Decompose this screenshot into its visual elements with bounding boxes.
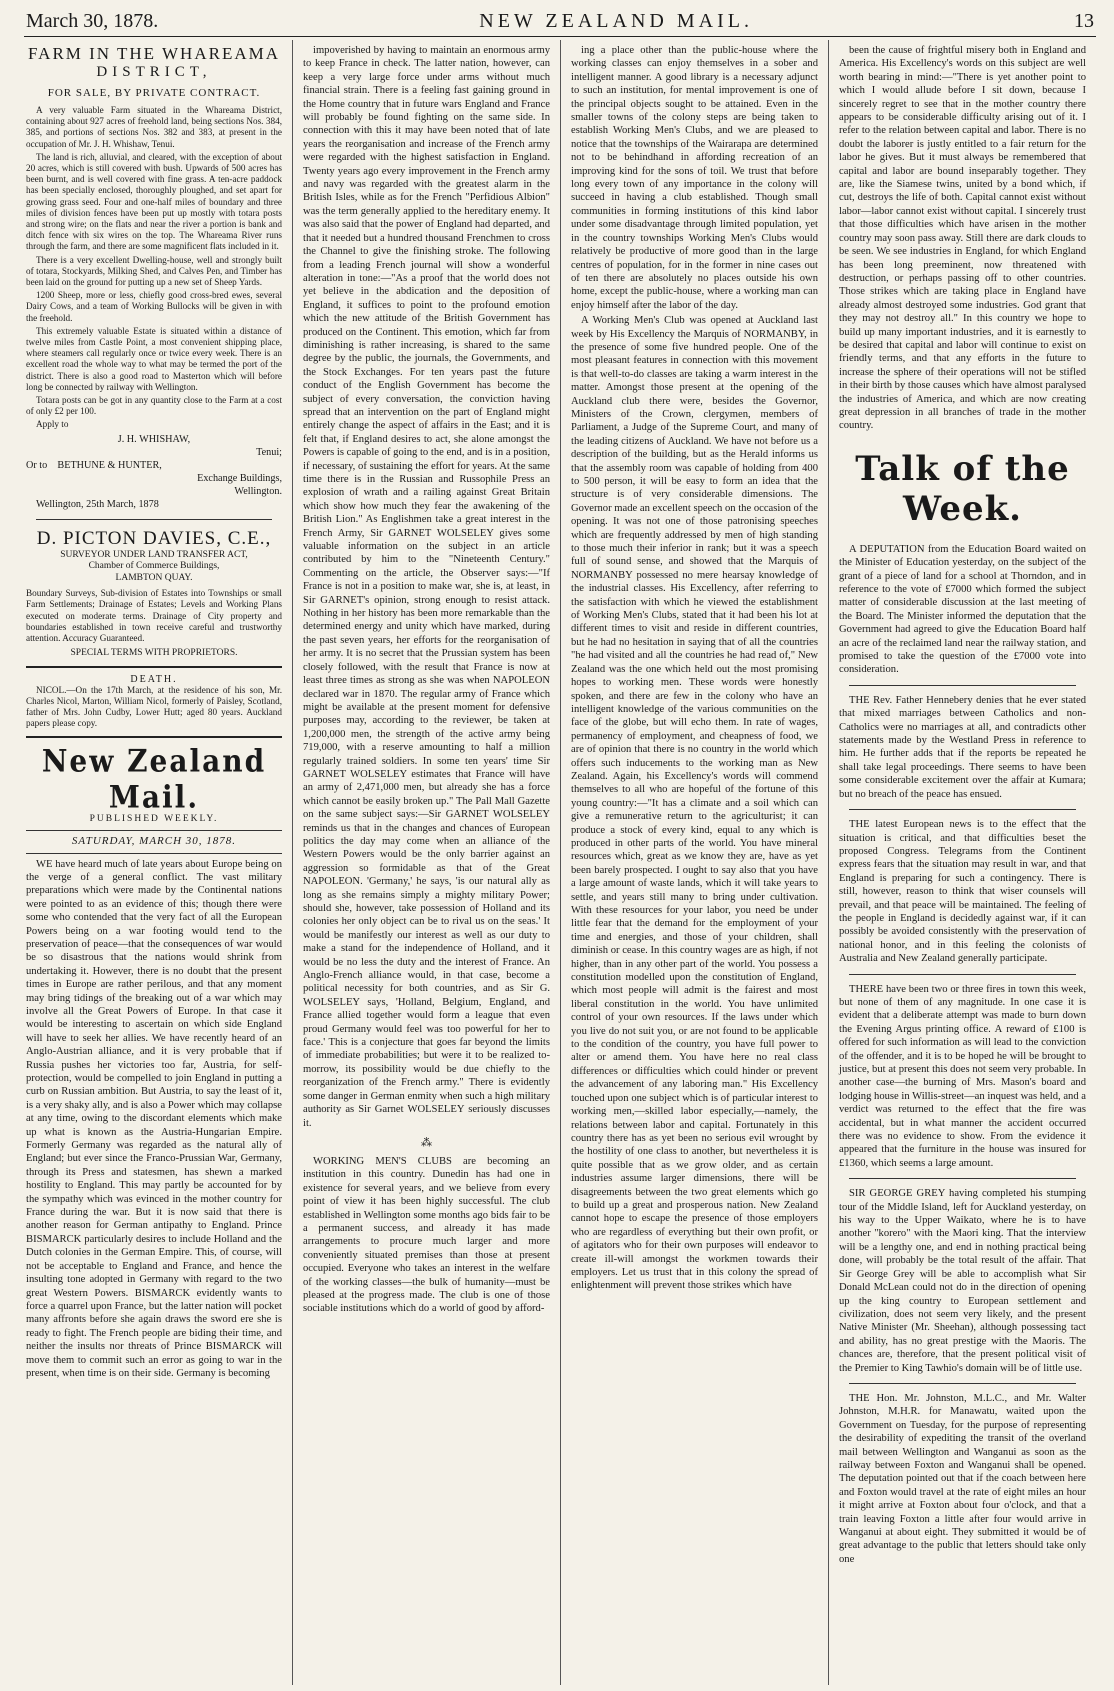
columns xyxy=(24,40,1096,1685)
death-notice xyxy=(26,674,282,730)
header-page-number: 13 xyxy=(1074,10,1094,32)
ad-paragraph: Totara posts can be got in any quantity close to the Farm at a cost of only £2 per 100. xyxy=(26,395,282,417)
talk-paragraph: A DEPUTATION from the Education Board waited on the Minister of Education yesterday, on the subject of the grant of a piece of land for a school at Thorndon, and in reference to the vote of £7000 which formed the subject matter of considerable discussion at the last meeting of the Board. The Minister informed the deputation that the Government had agreed to give the Education Board half an acre of the reclaimed land near the railway station, and promised to take the question of the £7000 vote into consideration. xyxy=(839,543,1086,676)
page-header xyxy=(26,10,1094,36)
sig-name: J. H. WHISHAW, xyxy=(117,433,191,445)
sig-firm: BETHUNE & HUNTER, xyxy=(57,459,162,471)
talk-of-the-week-heading: Talk of the Week. xyxy=(855,448,1070,529)
column-2 xyxy=(292,40,560,1685)
picton-role: SURVEYOR UNDER LAND TRANSFER ACT, xyxy=(60,549,248,560)
divider xyxy=(849,685,1076,686)
divider xyxy=(26,736,282,738)
ad-sale-line: FOR SALE, BY PRIVATE CONTRACT. xyxy=(47,87,261,99)
sig-or: Or to xyxy=(26,459,48,471)
ad-subtitle: DISTRICT, xyxy=(96,64,212,80)
ad-paragraph: 1200 Sheep, more or less, chiefly good cross-bred ewes, several Dairy Cows, and a team of Working Bullocks will be given in with the freehold. xyxy=(26,290,282,323)
column-1 xyxy=(24,40,292,1685)
article-paragraph: ing a place other than the public-house where the working classes can enjoy themselves in a sober and intelligent manner. A good library is a necessary adjunct to such an institution, for mental improvement is one of the principal objects sought to be attained. Even in the smaller towns of the colony steps are being taken to establish Working Men's Clubs, and we are pleased to notice that the townships of the Wairarapa are determined not to be behindhand in affording recreation of an improving kind for the sons of toil. We trust that before long every town of any importance in the colony will succeed in having a club established. Though small communities in forming institutions of this kind labor under some disadvantage through limited population, yet in the country townships Working Men's Clubs would relatively be productive of more good than in the large centres of population, for in the former in nine cases out of ten there are absolutely no places outside his own home, except the public-house, where a working man can enjoy himself after the labor of the day. xyxy=(571,45,818,311)
picton-advertisement xyxy=(26,528,282,660)
farm-advertisement xyxy=(26,44,282,511)
ad-signature xyxy=(26,433,282,511)
issue-date: SATURDAY, MARCH 30, 1878. xyxy=(71,834,237,847)
article-paragraph: been the cause of frightful misery both in England and America. His Excellency's words on this subject are well worth bearing in mind:—"There is yet another point to which I would allude before I sit down, because I sincerely regret to see that in the mother country there appears to be considerable difficulty arising out of it. I refer to the relation between capital and labor. There is no doubt the laborer is justly entitled to a fair return for the labor he gives. But it must always be remembered that capital and labor are bound inseparably together. They are, like the Siamese twins, united by a bond which, if cut, destroys the life of both. Capital cannot exist without labor—labor cannot exist without capital. I sincerely trust that those difficulties which have arisen in the mother country may soon pass away. Still there are dark clouds to be seen. We see industries in England, for which England has been long preeminent, now threatened with destruction, or perhaps passing off to other countries. Those strikes which are taking place in England have already almost destroyed some industries. God grant that they may not destroy all." In this country we hope to build up many important industries, and it is earnestly to be desired that capital and labor will continue to exist on friendly terms, and that any efforts in the future to increase the sphere of their operations will not be stifled in their birth by those causes which have almost paralysed the industries of America, and which are now creating great depression in all branches of trade in the mother country. xyxy=(839,45,1086,432)
article-paragraph: impoverished by having to maintain an enormous army to keep France in check. The latter nation, however, can keep a very large force under arms without much financial strain. There is a feeling fast gaining ground in the Home country that in future wars England and France will probably be found fighting on the same side. In connection with this it may have been noted that of late years the reorganisation and increase of the French army were regarded with the highest satisfaction in England. Twenty years ago every improvement in the French army and navy was regarded with the greatest alarm in the British Isles, while as for the French "Perfidious Albion" was the term generally applied to the hereditary enemy. It was also said that the power of England had departed, and that it needed but a hundred thousand Frenchmen to cross the Channel to give the finishing stroke. The following from a leading French journal will show a wonderful alteration in tone:—"As a proof that the world does not yet believe in the abdication and the deposition of England, it suffices to point to the profound emotion which the new attitude of the British Government has produced on the Continent. This emotion, which far from diminishing is rather increasing, is shared to the same degree by the public, the journals, the Governments, and the Stock Exchanges. For ten years past the future conduct of the English Government has become the subject of every conversation, the conviction having spread that an intervention on the part of England might entirely change the aspect of affairs in the East; and it is felt that, if England desires to act, she alone amongst the Powers is capable of going to the end, and is in a position, if necessary, of sustaining the effort for years. At the same time there is in the Russian and Russophile Press an explosion of wrath and a railing against Great Britain which show how much they fear the awakening of the British Lion." As Englishmen take a great interest in the French Army, Sir GARNET WOLSELEY gives some valuable information on the subject in an article contributed by him to the "Nineteenth Century." Commenting on the article, the Observer says:—"If France is not in a position to make war, she is, at least, in Sir GARNET's opinion, strong enough to resist attack. Nothing in her history has been more remarkable than the determined energy and unity which have marked, during the past seven years, her efforts for the reorganisation of her army. It is no secret that the Prussian system has been closely followed, with the result that France is now at least three times as strong as she was when NAPOLEON declared war in 1870. The regular army of France which might be available at the present moment for defensive purposes may, according to the reviewer, be taken at 1,200,000 men, the strength of the active army being 719,000, with a reserve amounting to half a million regularly trained soldiers. In some ten years' time Sir GARNET WOLSELEY estimates that France will have an army of 2,471,000 men, but already she has a force which cannot be easily broken up." The Pall Mall Gazette on the same subject says:—Sir GARNET WOLSELEY reminds us that in the changes and chances of European politics the day may come when an alliance of the Western Powers would be the only barrier against an aggression so formidable as that of the Great NAPOLEON. 'Germany,' he says, 'is our natural ally as long as she remains simply a mighty military Power; should she, however, take possession of Holland and its colonies her only object can be to rival us on the seas.' It would be manifestly our interest as well as our duty to make a stand for the independence of Holland, and it would be no less the duty and the interest of France. An Anglo-French alliance would, in that case, become a political necessity for both countries, and as Sir G. WOLSELEY says, 'Holland, Belgium, England, and France allied together would form a league that even proud Germany would feel was too powerful for her to face.' This is a conjecture that goes far beyond the limits of immediate probabilities; but were it to be realized to-morrow, its possibility would be due chiefly to the reorganization of the French army." There is evidently some danger in German enmity when such a high military authority as Sir Garnet WOLSELEY seriously discusses it. xyxy=(303,45,550,1129)
header-date: March 30, 1878. xyxy=(26,10,159,32)
talk-paragraph: SIR GEORGE GREY having completed his stumping tour of the Middle Island, left for Auckland yesterday, on his way to the Upper Waikato, where he is to have another "korero" with the Maori king. That the interview will be a lengthy one, and end in nothing practical being done, will probably be the total result of the affair. That Sir George Grey will be able to accomplish what Sir Donald McLean could not do in the direction of opening up the king country to European settlement and civilization, does not seem very likely, and the present Native Minister (Mr. Sheehan), although possessing tact and ability, has no great prestige with the Maoris. The chances are, therefore, that the present political visit of the Premier to King Tawhio's domain will be of little use. xyxy=(839,1188,1086,1374)
divider xyxy=(36,519,272,520)
column-3 xyxy=(560,40,828,1685)
talk-paragraph: THERE have been two or three fires in town this week, but none of them of any magnitude. In one case it is evident that a deliberate attempt was made to burn down the Evening Argus printing office. A reward of £100 is offered for such information as will lead to the conviction of the offender, and it is to be hoped he will be brought to justice, but at present this does not seem very probable. In another case—the burning of Mrs. Mason's board and lodging house in Willis-street—an inquest was held, and a verdict was returned to the effect that the fire was accidental, but in what manner the accident occurred there was no evidence to show. From the evidence it appeared that the furniture in the house was insured for £1360, which seems a large amount. xyxy=(839,983,1086,1169)
divider xyxy=(849,1178,1076,1179)
header-title: NEW ZEALAND MAIL. xyxy=(479,10,753,32)
talk-paragraph: THE latest European news is to the effect that the situation is critical, and that difficulties beset the proposed Congress. Telegrams from the Continent express fears that the situation may result in war, and that England is preparing for such a contingency. There is still, however, reason to think that wiser counsels will prevail, and that peace will be maintained. The feeling of the people in England is decidedly against war, if it can possibly be avoided consistently with the preservation of national honor, and in this feeling the colonists of Australia and New Zealand generally participate. xyxy=(839,819,1086,965)
death-body: NICOL.—On the 17th March, at the residence of his son, Mr. Charles Nicol, Marton, William Nicol, formerly of Paisley, Scotland, father of Mrs. John Cudby, Lower Hutt; aged 80 years. Auckland papers please copy. xyxy=(26,684,282,729)
divider xyxy=(849,809,1076,810)
sig-date: Wellington, 25th March, 1878 xyxy=(36,498,159,510)
talk-paragraph: THE Hon. Mr. Johnston, M.L.C., and Mr. Walter Johnston, M.H.R. for Manawatu, waited upon the Government on Tuesday, for the purpose of representing the desirability of expediting the transit of the overland mail between Wellington and Wanganui as soon as the railway between Foxton and Wanganui shall be opened. The deputation pointed out that if the coach between here and Foxton would travel at the rate of eight miles an hour it might arrive at Foxton about four o'clock, and that a train leaving Foxton a little after four would arrive in Wanganui at about eight. They submitted it would be of great advantage to the public that letters should take only one xyxy=(839,1392,1086,1565)
sig-firm-addr1: Exchange Buildings, xyxy=(197,472,282,484)
article-paragraph: WORKING MEN'S CLUBS are becoming an institution in this country. Dunedin has had one in existence for several years, and we believe from every point of view it has been highly successful. The club established in Wellington some months ago bids fair to be a permanent success, and already it has made arrangements to procure much larger and more conveniently situated premises than those at present occupied. Everyone who takes an interest in the welfare of the working classes—the bulk of humanity—must be pleased at the progress made. The club is one of those sociable institutions which do a world of good by afford- xyxy=(303,1155,550,1315)
death-heading: DEATH. xyxy=(130,673,178,685)
divider xyxy=(26,853,282,854)
picton-name: D. PICTON DAVIES, C.E., xyxy=(36,527,272,549)
column-4 xyxy=(828,40,1096,1685)
sig-firm-addr2: Wellington. xyxy=(234,485,282,497)
divider xyxy=(849,974,1076,975)
divider xyxy=(849,1383,1076,1384)
editorial-paragraph: WE have heard much of late years about Europe being on the verge of a general conflict. The vast military preparations which were made by the Continental nations were pointed to as an evidence of this; though there were some who contended that the very fact of all the European Powers being on a war footing would tend to the preservation of peace—that the consequences of war would be so disastrous that the nations would shrink from undertaking it. However, there is no doubt that the present times in Europe are rather perilous, and that any moment may bring tidings of the breaking out of a war which may involve all the Great Powers of Europe. In that case it would be interesting to ascertain on which side England will have to seek her allies. We have recently heard of an Anglo-Austrian alliance, and it is very probable that if Russia pushes her victories too far, Austria, for self-protection, would be compelled to join England in putting a curb on Russian ambition. But Austria, to say the least of it, is a very shaky ally, and is also a Power which may collapse at any time, owing to the discordant elements which make up what is known as the Austria-Hungarian Empire. Formerly Germany was regarded as the natural ally of England; but ever since the Franco-Prussian War, Germany, through its Press and statesmen, has shewn a marked hostility to England. This may partly be accounted for by the sympathy which was evinced in the mother country for France during the war. But it is now said that there is another reason for German antipathy to England. Prince BISMARCK particularly desires to include Holland and the Dutch colonies in the German Empire. This, of course, will not be acceptable to England and France, and hence the insulting tone adopted in Germany with regard to the two great Western Powers. BISMARCK evidently wants to force a quarrel upon France, but the latter nation will pocket many affronts before she again draws the sword ere she is ready to fight. The French people are biding their time, and neither the insults nor threats of Prince BISMARCK will move them to commit such an error as going to war in the present, when time is on their side. Germany is becoming xyxy=(26,858,282,1379)
section-ornament: ⁂ xyxy=(421,1136,432,1149)
picton-terms: SPECIAL TERMS WITH PROPRIETORS. xyxy=(70,648,238,659)
sig-place: Tenui; xyxy=(256,446,282,458)
ad-paragraph: This extremely valuable Estate is situated within a distance of twelve miles from Castle Point, a most convenient shipping place, where steamers call regularly once or twice every week. There is an excellent road the whole way to what may be termed the port of the district. There is also a good road to Masterton which will before long be connected by railway with Wellington. xyxy=(26,325,282,392)
published-weekly: PUBLISHED WEEKLY. xyxy=(89,813,219,824)
article-paragraph: A Working Men's Club was opened at Auckland last week by His Excellency the Marquis of NORMANBY, in the presence of some five hundred people. One of the most pleasant features in connection with this movement is that well-to-do classes are taking a warm interest in the matter. Amongst those present at the opening of the Auckland club there were, besides the Governor, Ministers of the Crown, clergymen, members of Parliament, a Judge of the Supreme Court, and many of the leading citizens of Auckland. We have not before us a description of the building, but as the Herald informs us that the assembly room was capable of holding from 400 to 500 person, it will be easy to form an idea that the structure is of very considerable dimensions. The Governor made an excellent speech on the occasion of the opening. It was not one of those patronising speeches which are frequently addressed by men of high standing to those much their inferior in rank; but it was a speech full of sound sense, and showed that the Marquis of NORMANBY possessed no mere hearsay knowledge of the industrial classes. His Excellency, after referring to the satisfaction with which he viewed the establishment of Working Men's Clubs, stated that it had been his lot at different times to visit and reside in different countries, but he had no hesitation in saying that of all the countries "he had visited and all the countries he had read of," New Zealand was the one which held out the most promising hopes to working men. These words were honestly spoken, and there are few in the colony who have an intelligent knowledge of the various communities on the face of the globe, but will echo them. In rate of wages, permanency of employment, and cheapness of food, we are of opinion that there is no country in the world which offers such inducements to the working man as New Zealand. Again, his Excellency's words will commend themselves to all who are hopeful of the fortune of this young country:—"It has a climate and a soil which can give a remunerative return to the agriculturist; it can produce a stock of every kind, equal to any which is produced in other parts of the world. You have mineral resources which, great as we know they are, have as yet been barely prospected. I ought to say also that you have a large amount of waste lands, which it will take years to settle, and years still many to bring under cultivation. With these resources for your labor, you need be under little fear that the demand for the employment of your time and energies, and those of your children, shall diminish or cease. In this country wages are as high, if not higher, than in any other part of the world. You possess a constitution modelled upon the constitution of England, which most people will admit is the fairest and most liberal constitution in the world. You have unlimited control of your own resources. If the laws under which you live do not suit you, or are not found to be applicable to the condition of the country, you have full power to alter or amend them. You have here no real class differences or difficulties which could hinder or prevent the advancement of any laboring man." His Excellency touched upon one subject which is of particular interest to working men,—skilled labor especially,—namely, the relations between labor and capital. Fortunately in this country there has as yet been no serious evil wrought by the hostility of one class to another, but nevertheless it is quite possible that as we grow older, and as certain industries assume larger dimensions, there will be disagreements between the two great elements which go to build up a great and prosperous nation. New Zealand cannot hope to escape the presence of those employers who are regardless of everything but their own profit, or of agitators who for their own purposes will endeavor to create ill-will amongst the workmen towards their employers. Let us trust that in this colony the spread of enlightenment will prevent those strikes which have xyxy=(571,315,818,1292)
ad-paragraph: Apply to xyxy=(36,419,69,430)
header-rule xyxy=(24,36,1096,37)
talk-paragraph: THE Rev. Father Hennebery denies that he ever stated that mixed marriages between Catholics and non-Catholics were no marriages at all, and contradicts other statements made by the Westland Press in reference to him. He further adds that if the reports be repeated he shall take legal proceedings. There seems to have been some considerable excitement over the affair at Kumara; but no breach of the peace has ensued. xyxy=(839,694,1086,800)
divider xyxy=(26,830,282,831)
ad-title: FARM IN THE WHAREAMA xyxy=(27,44,281,63)
picton-addr2: LAMBTON QUAY. xyxy=(115,572,193,583)
ad-paragraph: A very valuable Farm situated in the Whareama District, containing about 927 acres of freehold land, being sections Nos. 384, 385, and portions of sections Nos. 382 and 383, at present in the occupation of Mr. J. H. Whishaw, Tenui. xyxy=(26,105,282,149)
picton-body: Boundary Surveys, Sub-division of Estates into Townships or small Farm Settlements; Drainage of Estates; Levels and Working Plans executed on moderate terms. Drainage of City property and boundaries established in town receive careful and trustworthy attention. Accuracy Guaranteed. xyxy=(26,588,282,643)
ad-paragraph: The land is rich, alluvial, and cleared, with the exception of about 20 acres, which is still covered with bush. Upwards of 500 acres has been burnt, and is well covered with fine grass. A ten-acre paddock has been specially enclosed, thoroughly ploughed, and set apart for growing grass seed. Four and one-half miles of boundary and three miles of division fences have been put up mostly with totara posts and strong wire; on the flats and near the river a portion is bank and ditch fence with six wires on the top. The Whareama River runs through the farm, and there are some magnificent flats included in it. xyxy=(26,151,282,252)
picton-addr1: Chamber of Commerce Buildings, xyxy=(88,561,220,572)
divider xyxy=(26,666,282,668)
ad-paragraph: There is a very excellent Dwelling-house, well and strongly built of totara, Stockyards, Milking Shed, and Calves Pen, and Timber has been laid on the ground for putting up a new set of Sheep Yards. xyxy=(26,254,282,288)
masthead: New Zealand Mail. xyxy=(41,742,267,815)
